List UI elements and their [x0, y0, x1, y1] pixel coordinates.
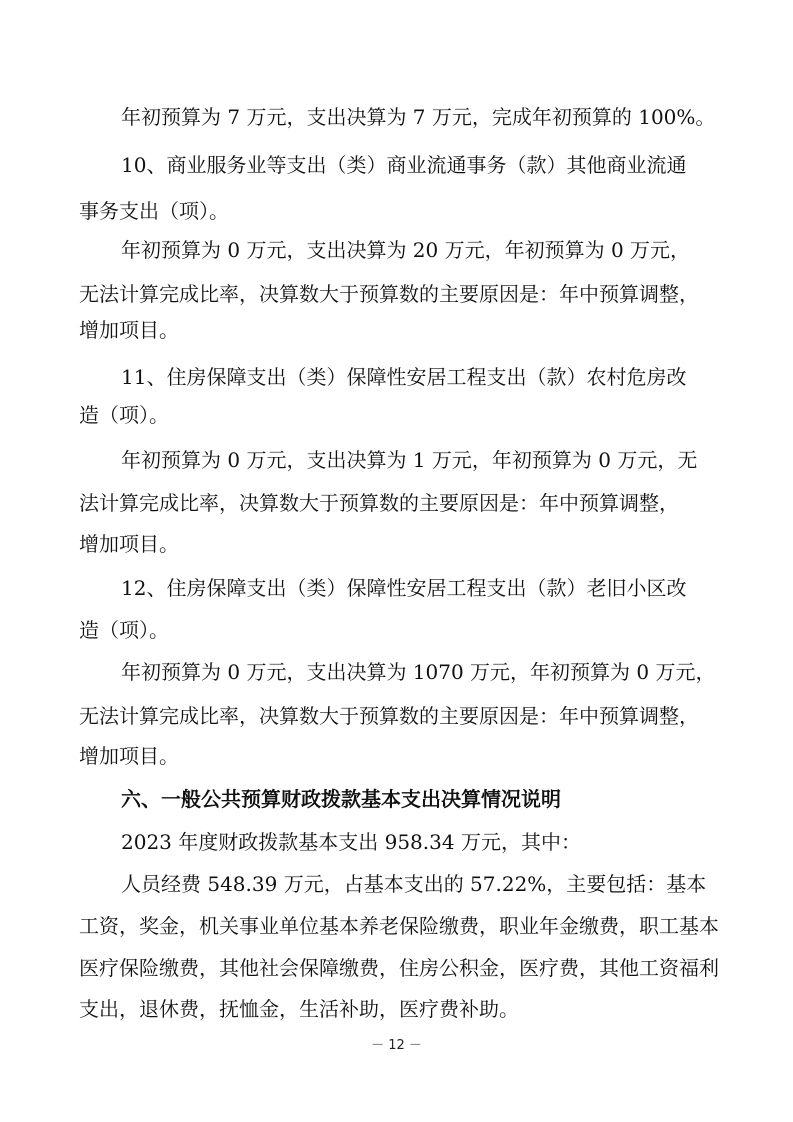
text-line: 增加项目。 — [79, 744, 179, 768]
text-line: 支出，退休费，抚恤金，生活补助，医疗费补助。 — [79, 997, 519, 1021]
section-heading: 六、一般公共预算财政拨款基本支出决算情况说明 — [121, 787, 561, 811]
text-line: 年初预算为 7 万元，支出决算为 7 万元，完成年初预算的 100%。 — [121, 105, 716, 129]
text-line: 事务支出（项）。 — [79, 199, 229, 223]
text-line: 医疗保险缴费，其他社会保障缴费，住房公积金，医疗费，其他工资福利 — [79, 956, 719, 980]
text-line: 增加项目。 — [79, 532, 179, 556]
text-line: 造（项）。 — [79, 618, 169, 642]
text-line: 人员经费 548.39 万元，占基本支出的 57.22%，主要包括：基本 — [121, 872, 707, 896]
text-line: 10、商业服务业等支出（类）商业流通事务（款）其他商业流通 — [121, 153, 687, 177]
text-line: 2023 年度财政拨款基本支出 958.34 万元，其中： — [121, 830, 581, 854]
text-line: 造（项）。 — [79, 403, 169, 427]
text-line: 年初预算为 0 万元，支出决算为 20 万元，年初预算为 0 万元， — [121, 238, 691, 262]
text-line: 法计算完成比率，决算数大于预算数的主要原因是：年中预算调整， — [79, 491, 679, 515]
text-line: 增加项目。 — [79, 318, 179, 342]
text-line: 工资，奖金，机关事业单位基本养老保险缴费，职业年金缴费，职工基本 — [79, 914, 719, 938]
text-line: 年初预算为 0 万元，支出决算为 1 万元，年初预算为 0 万元，无 — [121, 448, 698, 472]
text-line: 12、住房保障支出（类）保障性安居工程支出（款）老旧小区改 — [121, 576, 687, 600]
page-number: － 12 － — [371, 1038, 422, 1053]
text-line: 无法计算完成比率，决算数大于预算数的主要原因是：年中预算调整， — [79, 704, 699, 728]
text-line: 年初预算为 0 万元，支出决算为 1070 万元，年初预算为 0 万元， — [121, 660, 716, 684]
text-line: 无法计算完成比率，决算数大于预算数的主要原因是：年中预算调整， — [79, 282, 699, 306]
text-line: 11、住房保障支出（类）保障性安居工程支出（款）农村危房改 — [121, 365, 687, 389]
